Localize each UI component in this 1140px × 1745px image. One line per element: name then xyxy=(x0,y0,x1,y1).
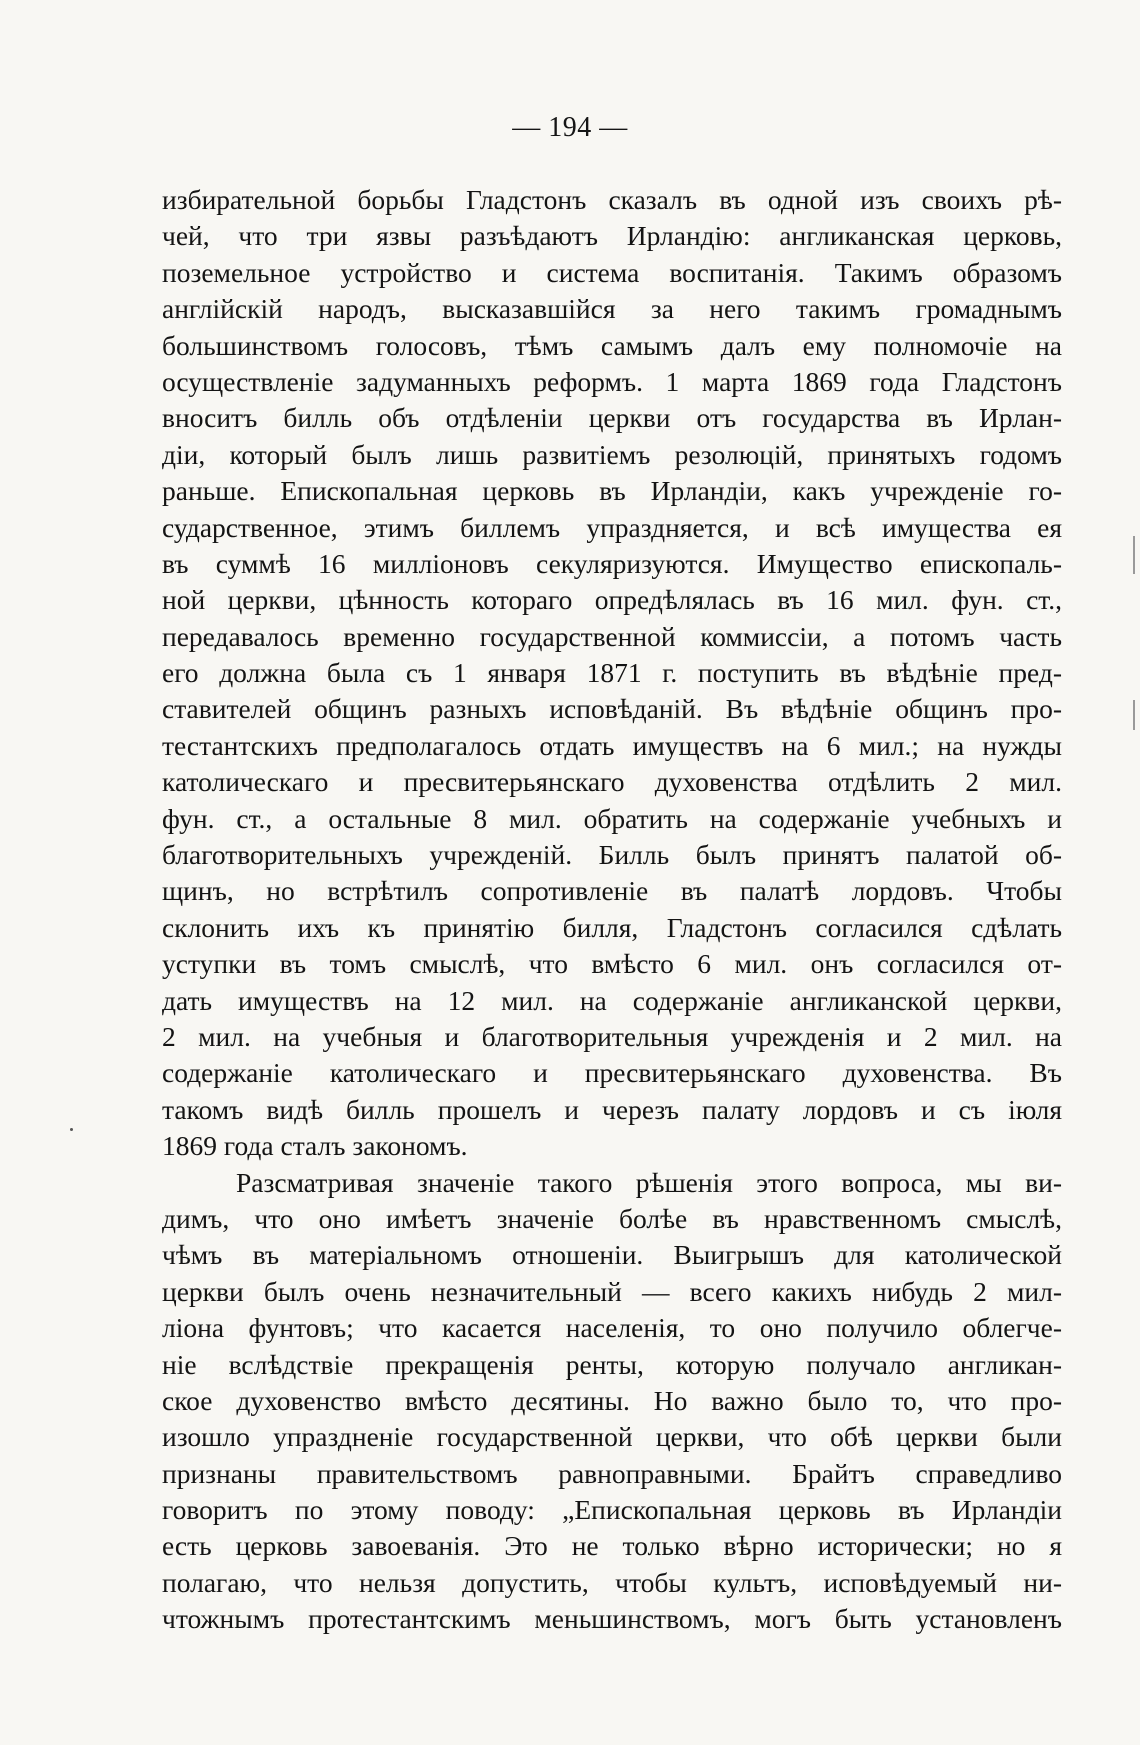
text-line: его должна была съ 1 января 1871 г. поступить въ вѣдѣніе пред- xyxy=(162,657,1062,689)
text-line: поземельное устройство и система воспитанія. Такимъ образомъ xyxy=(162,256,1062,288)
text-line: щинъ, но встрѣтилъ сопротивленіе въ палатѣ лордовъ. Чтобы xyxy=(162,875,1062,907)
text-line: католическаго и пресвитерьянскаго духовенства отдѣлить 2 мил. xyxy=(162,766,1062,798)
text-line: большинствомъ голосовъ, тѣмъ самымъ далъ ему полномочіе на xyxy=(162,329,1062,361)
text-line: Разсматривая значеніе такого рѣшенія этого вопроса, мы ви- xyxy=(236,1166,1062,1198)
text-line: 2 мил. на учебныя и благотворительныя учрежденія и 2 мил. на xyxy=(162,1020,1062,1052)
text-line: сударственное, этимъ биллемъ упраздняется, и всѣ имущества ея xyxy=(162,511,1062,543)
text-line: осуществленіе задуманныхъ реформъ. 1 марта 1869 года Гладстонъ xyxy=(162,365,1062,397)
text-line: ское духовенство вмѣсто десятины. Но важно было то, что про- xyxy=(162,1384,1062,1416)
text-line: ной церкви, цѣнность котораго опредѣлялась въ 16 мил. фун. ст., xyxy=(162,584,1062,616)
text-line: избирательной борьбы Гладстонъ сказалъ въ одной изъ своихъ рѣ- xyxy=(162,184,1062,215)
paragraph-2 xyxy=(162,1165,1062,1638)
text-line: чтожнымъ протестантскимъ меньшинствомъ, могъ быть установленъ xyxy=(162,1603,1062,1635)
text-line: чей, что три язвы разъѣдаютъ Ирландію: англиканская церковь, xyxy=(162,220,1062,252)
text-line: фун. ст., а остальные 8 мил. обратить на содержаніе учебныхъ и xyxy=(162,802,1062,834)
text-line: содержаніе католическаго и пресвитерьянскаго духовенства. Въ xyxy=(162,1057,1062,1089)
text-line: ставителей общинъ разныхъ исповѣданій. Въ вѣдѣніе общинъ про- xyxy=(162,693,1062,725)
text-line: въ суммѣ 16 милліоновъ секуляризуются. Имущество епископаль- xyxy=(162,547,1062,579)
paragraph-1 xyxy=(162,182,1062,1165)
text-line: 1869 года сталъ закономъ. xyxy=(162,1130,468,1162)
text-line: полагаю, что нельзя допустить, чтобы культъ, исповѣдуемый ни- xyxy=(162,1566,1062,1598)
text-line: ліона фунтовъ; что касается населенія, то оно получило облегче- xyxy=(162,1312,1062,1344)
text-line: благотворительныхъ учрежденій. Билль былъ принятъ палатой об- xyxy=(162,839,1062,871)
text-line: раньше. Епископальная церковь въ Ирландіи, какъ учрежденіе го- xyxy=(162,475,1062,507)
text-line: склонить ихъ къ принятію билля, Гладстонъ согласился сдѣлать xyxy=(162,911,1062,943)
text-line: діи, который былъ лишь развитіемъ резолюцій, принятыхъ годомъ xyxy=(162,438,1062,470)
body-text xyxy=(162,182,1062,1638)
text-line: вноситъ билль объ отдѣленіи церкви отъ государства въ Ирлан- xyxy=(162,402,1062,434)
text-line: тестантскихъ предполагалось отдать имуществъ на 6 мил.; на нужды xyxy=(162,729,1062,761)
text-line: димъ, что оно имѣетъ значеніе болѣе въ нравственномъ смыслѣ, xyxy=(162,1202,1062,1234)
text-line: церкви былъ очень незначительный — всего какихъ нибудь 2 мил- xyxy=(162,1275,1062,1307)
text-line: ніе вслѣдствіе прекращенія ренты, которую получало англикан- xyxy=(162,1348,1062,1380)
scan-artifact-mark xyxy=(1133,536,1135,574)
text-line: дать имуществъ на 12 мил. на содержаніе англиканской церкви, xyxy=(162,984,1062,1016)
text-line: передавалось временно государственной коммиссіи, а потомъ часть xyxy=(162,620,1062,652)
text-line: англійскій народъ, высказавшійся за него такимъ громаднымъ xyxy=(162,293,1062,325)
scan-artifact-mark xyxy=(1133,700,1135,730)
text-line: говоритъ по этому поводу: „Епископальная церковь въ Ирландіи xyxy=(162,1494,1062,1526)
text-line: уступки въ томъ смыслѣ, что вмѣсто 6 мил. онъ согласился от- xyxy=(162,948,1062,980)
scan-speck xyxy=(70,1128,73,1131)
text-line: признаны правительствомъ равноправными. Брайтъ справедливо xyxy=(162,1457,1062,1489)
page-number: — 194 — xyxy=(512,112,628,143)
text-line: такомъ видѣ билль прошелъ и черезъ палату лордовъ и съ іюля xyxy=(162,1093,1062,1125)
text-line: чѣмъ въ матеріальномъ отношеніи. Выигрышъ для католической xyxy=(162,1239,1062,1271)
text-line: есть церковь завоеванія. Это не только вѣрно исторически; но я xyxy=(162,1530,1062,1562)
text-line: изошло упраздненіе государственной церкви, что обѣ церкви были xyxy=(162,1421,1062,1453)
